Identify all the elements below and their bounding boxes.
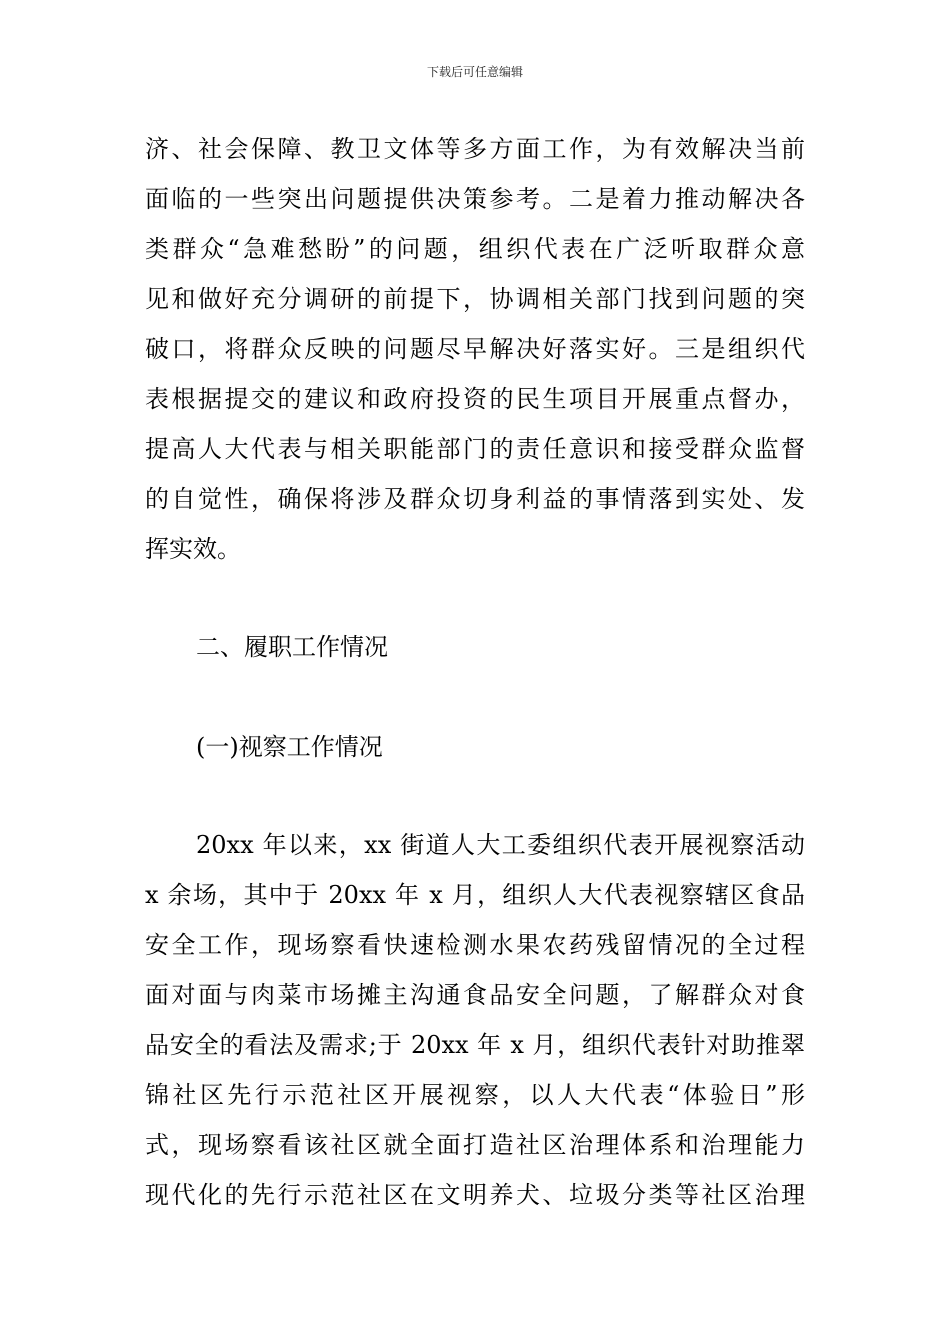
paragraph-line: 20xx 年以来，xx 街道人大工委组织代表开展视察活动 [196,831,805,859]
paragraph-line: 式，现场察看该社区就全面打造社区治理体系和治理能力 [145,1131,805,1159]
section-heading: 二、履职工作情况 [196,633,388,661]
paragraph-line: 提高人大代表与相关职能部门的责任意识和接受群众监督 [145,435,805,463]
paragraph-line: 挥实效。 [145,535,241,563]
paragraph-line: 类群众“急难愁盼”的问题，组织代表在广泛听取群众意 [145,235,805,263]
paragraph-line: 品安全的看法及需求;于 20xx 年 x 月，组织代表针对助推翠 [145,1031,805,1059]
paragraph-line: 表根据提交的建议和政府投资的民生项目开展重点督办， [145,385,805,413]
paragraph-line: 锦社区先行示范社区开展视察，以人大代表“体验日”形 [145,1081,805,1109]
paragraph-line: 面临的一些突出问题提供决策参考。二是着力推动解决各 [145,185,805,213]
paragraph-line: 济、社会保障、教卫文体等多方面工作，为有效解决当前 [145,135,805,163]
paragraph-line: 面对面与肉菜市场摊主沟通食品安全问题，了解群众对食 [145,981,805,1009]
paragraph-line: 见和做好充分调研的前提下，协调相关部门找到问题的突 [145,285,805,313]
paragraph-line: 安全工作，现场察看快速检测水果农药残留情况的全过程 [145,931,805,959]
paragraph-line: 现代化的先行示范社区在文明养犬、垃圾分类等社区治理 [145,1181,805,1209]
subsection-heading: (一)视察工作情况 [196,733,383,761]
page-header: 下载后可任意编辑 [426,65,523,79]
paragraph-line: 的自觉性，确保将涉及群众切身利益的事情落到实处、发 [145,485,805,513]
paragraph-line: x 余场，其中于 20xx 年 x 月，组织人大代表视察辖区食品 [145,881,805,909]
paragraph-line: 破口，将群众反映的问题尽早解决好落实好。三是组织代 [145,335,805,363]
